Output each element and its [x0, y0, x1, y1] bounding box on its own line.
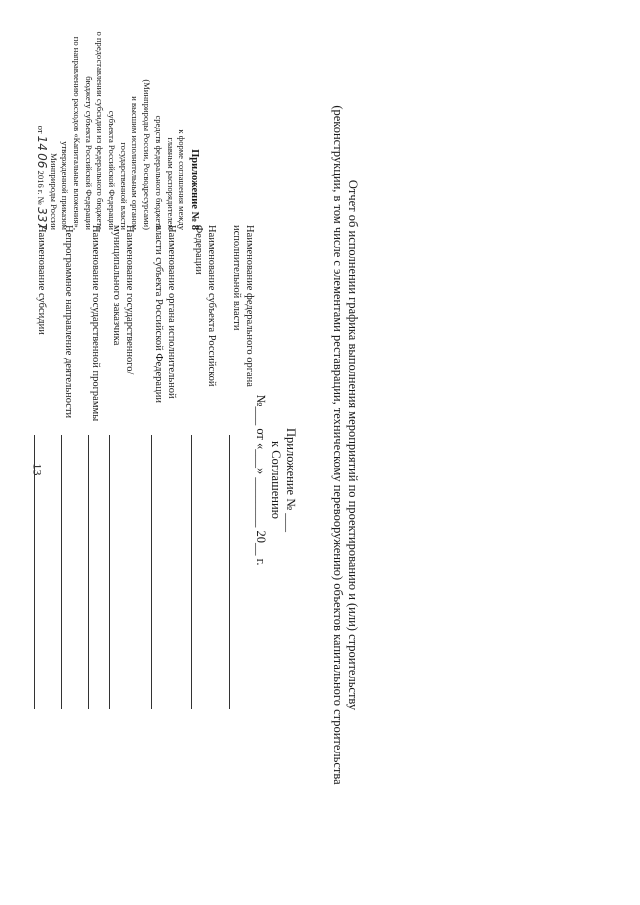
attachment-agreement-date: №___ от «___» ________ 20__ г.: [254, 394, 268, 566]
fill-in-line[interactable]: [61, 435, 62, 709]
fill-in-line[interactable]: [34, 435, 35, 709]
field-label: Наименование федерального органа исполнительной власти: [231, 225, 255, 387]
approval-line: о предоставлении субсидии из федерального бюджета: [95, 31, 106, 230]
approval-line: главным распорядителем: [165, 137, 176, 230]
fill-in-line[interactable]: [229, 435, 230, 709]
approval-line: бюджету субъекта Российской Федерации: [83, 76, 94, 230]
handwritten-number: 337: [34, 207, 49, 230]
approval-date-line: [34, 20, 47, 230]
approval-title: Приложение № 8: [189, 149, 200, 230]
approval-line: государственной власти: [118, 142, 129, 230]
approval-line: и высшим исполнительным органом: [130, 96, 141, 230]
field-label: Наименование органа исполнительной власти субъекта Российской Федерации: [153, 225, 177, 403]
field-label: Наименование государственного/муниципального заказчика: [111, 225, 135, 375]
attachment-agreement-label: к Соглашению: [269, 441, 283, 519]
report-title: [331, 10, 360, 880]
report-title-line-1: Отчет об исполнении графика выполнения мероприятий по проектированию и (или) строительству: [346, 179, 360, 711]
field-label: Наименование субсидии: [36, 225, 47, 335]
report-title-line-2: (реконструкции, в том числе с элементами реставрации, техническому перевооружению) объектов капитального строительства: [331, 105, 346, 785]
fill-in-line[interactable]: [109, 435, 110, 709]
date-year: 2016 г. №: [35, 170, 46, 205]
attachment-number: Приложение № ___: [284, 427, 298, 533]
attachment-header: [253, 350, 298, 610]
fill-in-line[interactable]: [191, 435, 192, 709]
approval-line: Минприроды России: [48, 153, 59, 230]
approval-block: [34, 20, 200, 230]
field-label: Наименование субъекта Российской Федерации: [193, 225, 217, 387]
date-prefix: от: [35, 125, 46, 134]
fill-in-line[interactable]: [151, 435, 152, 709]
approval-line: субъекта Российской Федерации: [107, 110, 118, 230]
approval-line: средств федерального бюджета: [153, 115, 164, 230]
fill-in-line[interactable]: [88, 435, 89, 709]
handwritten-day: 14: [34, 135, 49, 151]
page-number: 13: [30, 463, 45, 476]
approval-line: (Минприроды России, Росводресурсами): [142, 79, 153, 230]
handwritten-month: 06: [34, 153, 49, 169]
approval-line: утвержденной приказом: [60, 141, 71, 230]
approval-line: по направлению расходов «Капитальные вложения»,: [71, 36, 82, 230]
field-label: Наименование государственной программы: [90, 225, 101, 422]
field-label: Непрограммное направление деятельности: [63, 225, 74, 419]
approval-line: к форме соглашения между: [177, 129, 188, 230]
